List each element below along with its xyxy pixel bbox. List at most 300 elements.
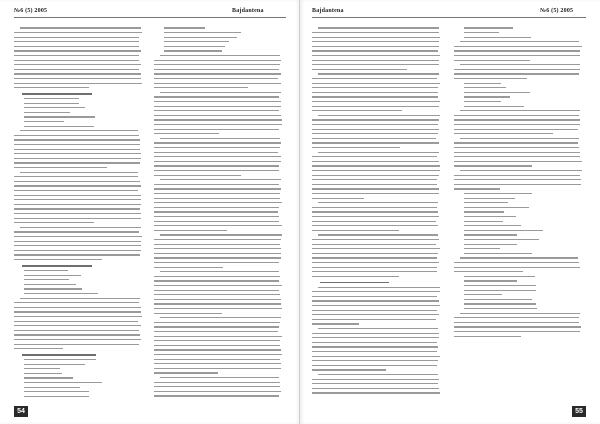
text-line xyxy=(154,336,282,337)
text-line xyxy=(154,152,278,153)
right-column-2 xyxy=(454,24,582,404)
text-line xyxy=(312,388,439,389)
text-line xyxy=(154,354,282,355)
text-line xyxy=(154,225,282,226)
text-line xyxy=(14,139,140,140)
text-line xyxy=(464,234,517,235)
text-line xyxy=(312,133,438,134)
text-line xyxy=(14,50,141,51)
text-line xyxy=(454,179,581,180)
text-line xyxy=(464,225,521,226)
text-line xyxy=(454,267,580,268)
text-line xyxy=(154,161,281,162)
text-line xyxy=(14,87,89,88)
text-line xyxy=(154,83,281,84)
text-line xyxy=(14,176,138,177)
text-line xyxy=(24,270,68,271)
text-line xyxy=(312,296,437,297)
text-line xyxy=(312,60,439,61)
text-line xyxy=(312,383,438,384)
text-line xyxy=(154,156,281,157)
text-line xyxy=(460,170,582,171)
text-line xyxy=(14,69,139,70)
left-column-1 xyxy=(14,24,142,404)
text-line xyxy=(14,316,142,317)
text-line xyxy=(312,379,439,380)
text-line xyxy=(14,250,141,251)
text-line xyxy=(464,87,506,88)
text-line xyxy=(454,175,580,176)
text-line xyxy=(14,37,139,38)
text-line xyxy=(14,41,139,42)
text-line xyxy=(460,64,580,65)
text-line xyxy=(464,32,499,33)
text-line xyxy=(14,78,141,79)
text-line xyxy=(312,221,436,222)
text-line xyxy=(14,149,140,150)
text-line xyxy=(154,345,280,346)
text-line xyxy=(464,221,503,222)
text-line xyxy=(454,129,578,130)
text-line xyxy=(312,276,399,277)
text-line xyxy=(154,202,282,203)
text-line xyxy=(312,87,438,88)
text-line xyxy=(312,83,440,84)
text-line xyxy=(14,213,141,214)
text-line xyxy=(318,27,439,28)
text-line xyxy=(154,331,278,332)
text-line xyxy=(312,96,438,97)
text-line xyxy=(312,156,437,157)
text-line xyxy=(14,348,63,349)
text-line xyxy=(464,280,517,281)
text-line xyxy=(14,208,140,209)
text-line xyxy=(312,110,402,111)
text-line xyxy=(154,391,281,392)
text-line xyxy=(14,153,141,154)
text-line xyxy=(454,119,580,120)
text-line xyxy=(312,248,440,249)
text-line xyxy=(160,55,280,56)
text-line xyxy=(14,32,142,33)
text-line xyxy=(454,165,532,166)
text-line xyxy=(14,158,141,159)
text-line xyxy=(312,267,437,268)
text-line xyxy=(464,299,532,300)
text-line xyxy=(464,285,536,286)
text-line xyxy=(154,340,280,341)
text-line xyxy=(464,248,500,249)
text-line xyxy=(464,216,516,217)
text-line xyxy=(464,37,531,38)
text-line xyxy=(14,185,141,186)
text-line xyxy=(312,356,440,357)
text-line xyxy=(14,83,142,84)
text-line xyxy=(312,346,438,347)
text-line xyxy=(24,284,76,285)
text-line xyxy=(154,147,280,148)
text-line xyxy=(312,55,440,56)
text-line xyxy=(14,135,139,136)
right-page-number: 55 xyxy=(572,406,586,417)
text-line xyxy=(24,279,69,280)
text-line xyxy=(154,276,280,277)
text-line xyxy=(154,253,281,254)
text-line xyxy=(154,257,281,258)
text-line xyxy=(312,319,436,320)
text-line xyxy=(464,244,517,245)
text-line xyxy=(154,359,280,360)
text-line xyxy=(154,106,281,107)
text-line xyxy=(20,130,138,131)
text-line xyxy=(318,328,438,329)
text-line xyxy=(154,322,280,323)
text-line xyxy=(24,364,85,365)
text-line xyxy=(454,124,580,125)
text-line xyxy=(154,124,282,125)
text-line xyxy=(454,184,581,185)
text-line xyxy=(154,285,282,286)
text-line xyxy=(154,165,279,166)
text-line xyxy=(14,311,141,312)
text-line xyxy=(460,257,578,258)
text-line xyxy=(14,339,141,340)
text-line xyxy=(14,167,107,168)
text-line xyxy=(454,188,500,189)
text-line xyxy=(14,218,141,219)
text-line xyxy=(24,391,89,392)
text-line xyxy=(14,60,139,61)
text-line xyxy=(14,73,141,74)
text-line xyxy=(454,271,523,272)
text-line xyxy=(312,207,437,208)
text-line xyxy=(154,363,281,364)
text-line xyxy=(14,231,139,232)
text-line xyxy=(22,93,92,94)
text-line xyxy=(320,282,389,283)
text-line xyxy=(454,73,579,74)
text-line xyxy=(24,373,62,374)
text-line xyxy=(454,60,530,61)
text-line xyxy=(154,133,219,134)
text-line xyxy=(318,287,440,288)
text-line xyxy=(154,101,281,102)
text-line xyxy=(464,27,513,28)
text-line xyxy=(318,234,438,235)
text-line xyxy=(464,92,530,93)
right-header-title: Bajdantena xyxy=(312,8,344,14)
text-line xyxy=(464,198,515,199)
text-line xyxy=(312,230,399,231)
text-line xyxy=(154,73,281,74)
right-header-issue: №6 (5) 2005 xyxy=(540,8,574,14)
text-line xyxy=(312,37,440,38)
text-line xyxy=(312,119,439,120)
text-line xyxy=(20,227,141,228)
text-line xyxy=(24,116,95,117)
text-line xyxy=(154,395,279,396)
text-line xyxy=(14,259,102,260)
text-line xyxy=(464,211,504,212)
text-line xyxy=(312,106,439,107)
text-line xyxy=(24,396,89,397)
text-line xyxy=(24,275,81,276)
text-line xyxy=(312,244,436,245)
text-line xyxy=(14,344,139,345)
text-line xyxy=(318,374,438,375)
text-line xyxy=(24,377,73,378)
text-line xyxy=(454,336,521,337)
text-line xyxy=(160,179,281,180)
text-line xyxy=(154,211,278,212)
text-line xyxy=(312,69,407,70)
text-line xyxy=(454,147,579,148)
text-line xyxy=(464,101,501,102)
text-line xyxy=(454,152,580,153)
text-line xyxy=(312,360,438,361)
text-line xyxy=(14,236,142,237)
text-line xyxy=(24,368,60,369)
text-line xyxy=(460,110,580,111)
text-line xyxy=(454,115,579,116)
text-line xyxy=(464,294,502,295)
text-line xyxy=(454,142,578,143)
text-line xyxy=(312,257,437,258)
text-line xyxy=(454,78,527,79)
text-line xyxy=(464,239,539,240)
text-line xyxy=(312,92,438,93)
text-line xyxy=(312,262,439,263)
text-line xyxy=(312,323,359,324)
text-line xyxy=(464,303,536,304)
text-line xyxy=(14,325,141,326)
text-line xyxy=(312,211,438,212)
text-line xyxy=(154,372,218,373)
text-line xyxy=(312,337,439,338)
text-line xyxy=(312,300,439,301)
right-header-rule xyxy=(312,17,586,18)
text-line xyxy=(154,280,279,281)
text-line xyxy=(24,293,98,294)
right-column-1 xyxy=(312,24,440,404)
text-line xyxy=(464,193,532,194)
text-line xyxy=(312,184,437,185)
text-line xyxy=(24,103,79,104)
text-line xyxy=(312,147,400,148)
text-line xyxy=(154,368,281,369)
text-line xyxy=(312,365,437,366)
text-line xyxy=(154,142,281,143)
text-line xyxy=(312,64,439,65)
text-line xyxy=(460,313,580,314)
text-line xyxy=(24,107,85,108)
text-line xyxy=(464,308,537,309)
text-line xyxy=(312,165,440,166)
text-line xyxy=(464,202,508,203)
text-line xyxy=(160,377,279,378)
text-line xyxy=(14,55,139,56)
text-line xyxy=(312,101,440,102)
text-line xyxy=(464,276,535,277)
text-line xyxy=(454,262,579,263)
text-line xyxy=(14,334,140,335)
text-line xyxy=(154,239,281,240)
text-line xyxy=(24,112,70,113)
text-line xyxy=(454,331,580,332)
text-line xyxy=(454,46,582,47)
text-line xyxy=(154,248,281,249)
text-line xyxy=(312,271,437,272)
text-line xyxy=(464,230,543,231)
text-line xyxy=(312,124,438,125)
text-line xyxy=(154,386,280,387)
text-line xyxy=(14,190,138,191)
text-line xyxy=(454,326,581,327)
text-line xyxy=(14,46,139,47)
text-line xyxy=(312,41,439,42)
text-line xyxy=(24,126,94,127)
text-line xyxy=(312,225,438,226)
text-line xyxy=(154,326,279,327)
text-line xyxy=(464,253,532,254)
text-line xyxy=(318,73,439,74)
text-line xyxy=(14,254,140,255)
text-line xyxy=(154,221,279,222)
text-line xyxy=(454,55,580,56)
text-line xyxy=(160,92,281,93)
text-line xyxy=(154,230,227,231)
text-line xyxy=(454,50,580,51)
text-line xyxy=(154,244,280,245)
left-header-issue: №6 (5) 2005 xyxy=(14,8,48,14)
text-line xyxy=(154,207,279,208)
text-line xyxy=(312,170,440,171)
text-line xyxy=(14,241,141,242)
text-line xyxy=(312,305,440,306)
text-line xyxy=(164,37,237,38)
text-line xyxy=(460,41,579,42)
text-line xyxy=(312,333,439,334)
text-line xyxy=(14,204,141,205)
text-line xyxy=(14,162,140,163)
text-line xyxy=(312,50,438,51)
text-line xyxy=(312,142,439,143)
text-line xyxy=(154,313,222,314)
text-line xyxy=(164,46,225,47)
text-line xyxy=(318,202,438,203)
text-line xyxy=(154,198,280,199)
left-page-number: 54 xyxy=(14,406,28,417)
text-line xyxy=(160,138,280,139)
text-line xyxy=(312,351,437,352)
text-line xyxy=(154,115,281,116)
text-line xyxy=(20,298,140,299)
text-line xyxy=(154,110,279,111)
text-line xyxy=(20,27,141,28)
text-line xyxy=(154,96,279,97)
text-line xyxy=(312,198,364,199)
text-line xyxy=(312,310,437,311)
text-line xyxy=(160,234,282,235)
text-line xyxy=(312,179,437,180)
text-line xyxy=(464,207,529,208)
text-line xyxy=(154,290,279,291)
right-page xyxy=(300,0,600,424)
text-line xyxy=(164,50,222,51)
text-line xyxy=(154,299,281,300)
text-line xyxy=(454,322,579,323)
text-line xyxy=(24,121,64,122)
text-line xyxy=(14,195,141,196)
text-line xyxy=(154,175,241,176)
text-line xyxy=(312,193,439,194)
text-line xyxy=(154,382,280,383)
text-line xyxy=(24,288,82,289)
text-line xyxy=(454,69,580,70)
text-line xyxy=(14,321,138,322)
left-column-2 xyxy=(154,24,282,404)
text-line xyxy=(154,188,281,189)
text-line xyxy=(164,41,229,42)
text-line xyxy=(312,291,440,292)
text-line xyxy=(312,78,437,79)
text-line xyxy=(312,129,439,130)
text-line xyxy=(154,216,279,217)
text-line xyxy=(154,119,282,120)
text-line xyxy=(14,199,141,200)
text-line xyxy=(24,382,102,383)
text-line xyxy=(14,245,141,246)
text-line xyxy=(20,172,138,173)
left-header-rule xyxy=(14,17,286,18)
text-line xyxy=(154,349,281,350)
text-line xyxy=(318,152,439,153)
text-line xyxy=(14,302,139,303)
text-line xyxy=(312,161,439,162)
text-line xyxy=(154,170,279,171)
text-line xyxy=(312,216,439,217)
text-line xyxy=(312,392,440,393)
text-line xyxy=(454,317,579,318)
text-line xyxy=(164,32,241,33)
text-line xyxy=(318,115,440,116)
text-line xyxy=(312,46,439,47)
text-line xyxy=(454,161,582,162)
text-line xyxy=(154,262,279,263)
text-line xyxy=(24,387,80,388)
text-line xyxy=(312,175,439,176)
text-line xyxy=(312,32,439,33)
text-line xyxy=(312,342,437,343)
text-line xyxy=(154,308,282,309)
text-line xyxy=(154,69,279,70)
text-line xyxy=(464,290,536,291)
text-line xyxy=(24,98,79,99)
text-line xyxy=(154,64,280,65)
text-line xyxy=(464,106,524,107)
text-line xyxy=(464,96,510,97)
text-line xyxy=(312,188,439,189)
text-line xyxy=(312,239,439,240)
text-line xyxy=(14,144,140,145)
text-line xyxy=(312,138,436,139)
text-line xyxy=(14,307,141,308)
text-line xyxy=(454,133,553,134)
text-line xyxy=(154,129,279,130)
text-line xyxy=(154,78,278,79)
text-line xyxy=(14,64,141,65)
text-line xyxy=(312,314,439,315)
